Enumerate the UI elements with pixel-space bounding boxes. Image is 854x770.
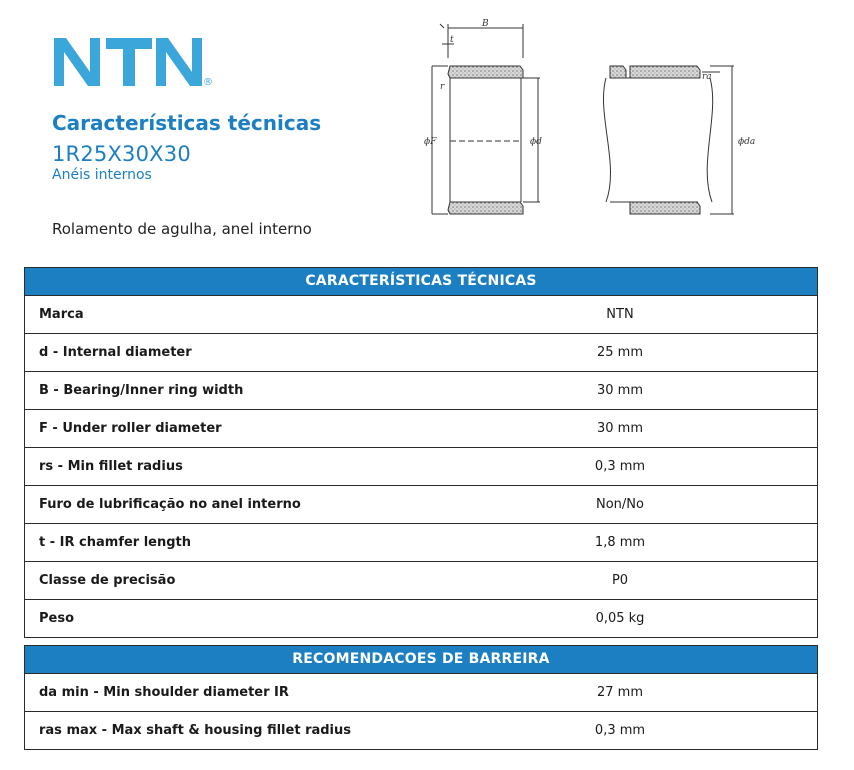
table-row	[25, 410, 817, 448]
page-title: Características técnicas	[52, 111, 322, 135]
table-row	[25, 524, 817, 562]
svg-text:ϕd: ϕd	[530, 137, 542, 147]
svg-text:B: B	[482, 19, 489, 29]
svg-text:r: r	[440, 82, 445, 92]
table-row	[25, 334, 817, 372]
ntn-logo	[52, 36, 222, 92]
svg-text:t: t	[450, 35, 454, 45]
row-value: 1,8 mm	[594, 535, 646, 550]
row-label: Marca	[39, 307, 84, 322]
row-label: Classe de precisão	[39, 573, 176, 588]
row-value: 0,3 mm	[594, 723, 646, 738]
table-row	[25, 372, 817, 410]
row-label: t - IR chamfer length	[39, 535, 192, 550]
row-label: da min - Min shoulder diameter IR	[39, 685, 289, 700]
product-reference: 1R25X30X30	[52, 142, 191, 166]
svg-text:ϕda: ϕda	[738, 137, 756, 147]
table-row	[25, 296, 817, 334]
table-row	[25, 600, 817, 638]
row-value: P0	[611, 573, 629, 588]
row-label: ras max - Max shaft & housing fillet radius	[39, 723, 352, 738]
row-value: NTN	[606, 307, 634, 322]
specs-table-heading: CARACTERÍSTICAS TÉCNICAS	[25, 268, 817, 296]
row-value: Non/No	[596, 497, 644, 512]
svg-text:ra: ra	[702, 72, 712, 82]
row-value: 27 mm	[596, 685, 643, 700]
table-row	[25, 486, 817, 524]
row-value: 25 mm	[596, 345, 643, 360]
row-value: 0,3 mm	[594, 459, 646, 474]
table-row	[25, 674, 817, 712]
row-label: rs - Min fillet radius	[39, 459, 183, 474]
barrier-table	[24, 645, 818, 750]
table-row	[25, 562, 817, 600]
table-row	[25, 448, 817, 486]
table-row	[25, 712, 817, 750]
product-description: Rolamento de agulha, anel interno	[52, 220, 312, 238]
bearing-drawing	[420, 14, 760, 224]
row-label: B - Bearing/Inner ring width	[39, 383, 244, 398]
registered-mark: ®	[203, 77, 213, 88]
row-value: 30 mm	[596, 421, 643, 436]
row-value: 30 mm	[596, 383, 643, 398]
row-label: Furo de lubrificação no anel interno	[39, 497, 301, 512]
row-label: F - Under roller diameter	[39, 421, 222, 436]
product-category: Anéis internos	[52, 167, 152, 183]
svg-text:ϕF: ϕF	[424, 137, 437, 147]
specs-table	[24, 267, 818, 638]
row-label: Peso	[39, 611, 75, 626]
barrier-table-heading: RECOMENDACOES DE BARREIRA	[25, 646, 817, 674]
row-value: 0,05 kg	[595, 611, 645, 626]
row-label: d - Internal diameter	[39, 345, 192, 360]
